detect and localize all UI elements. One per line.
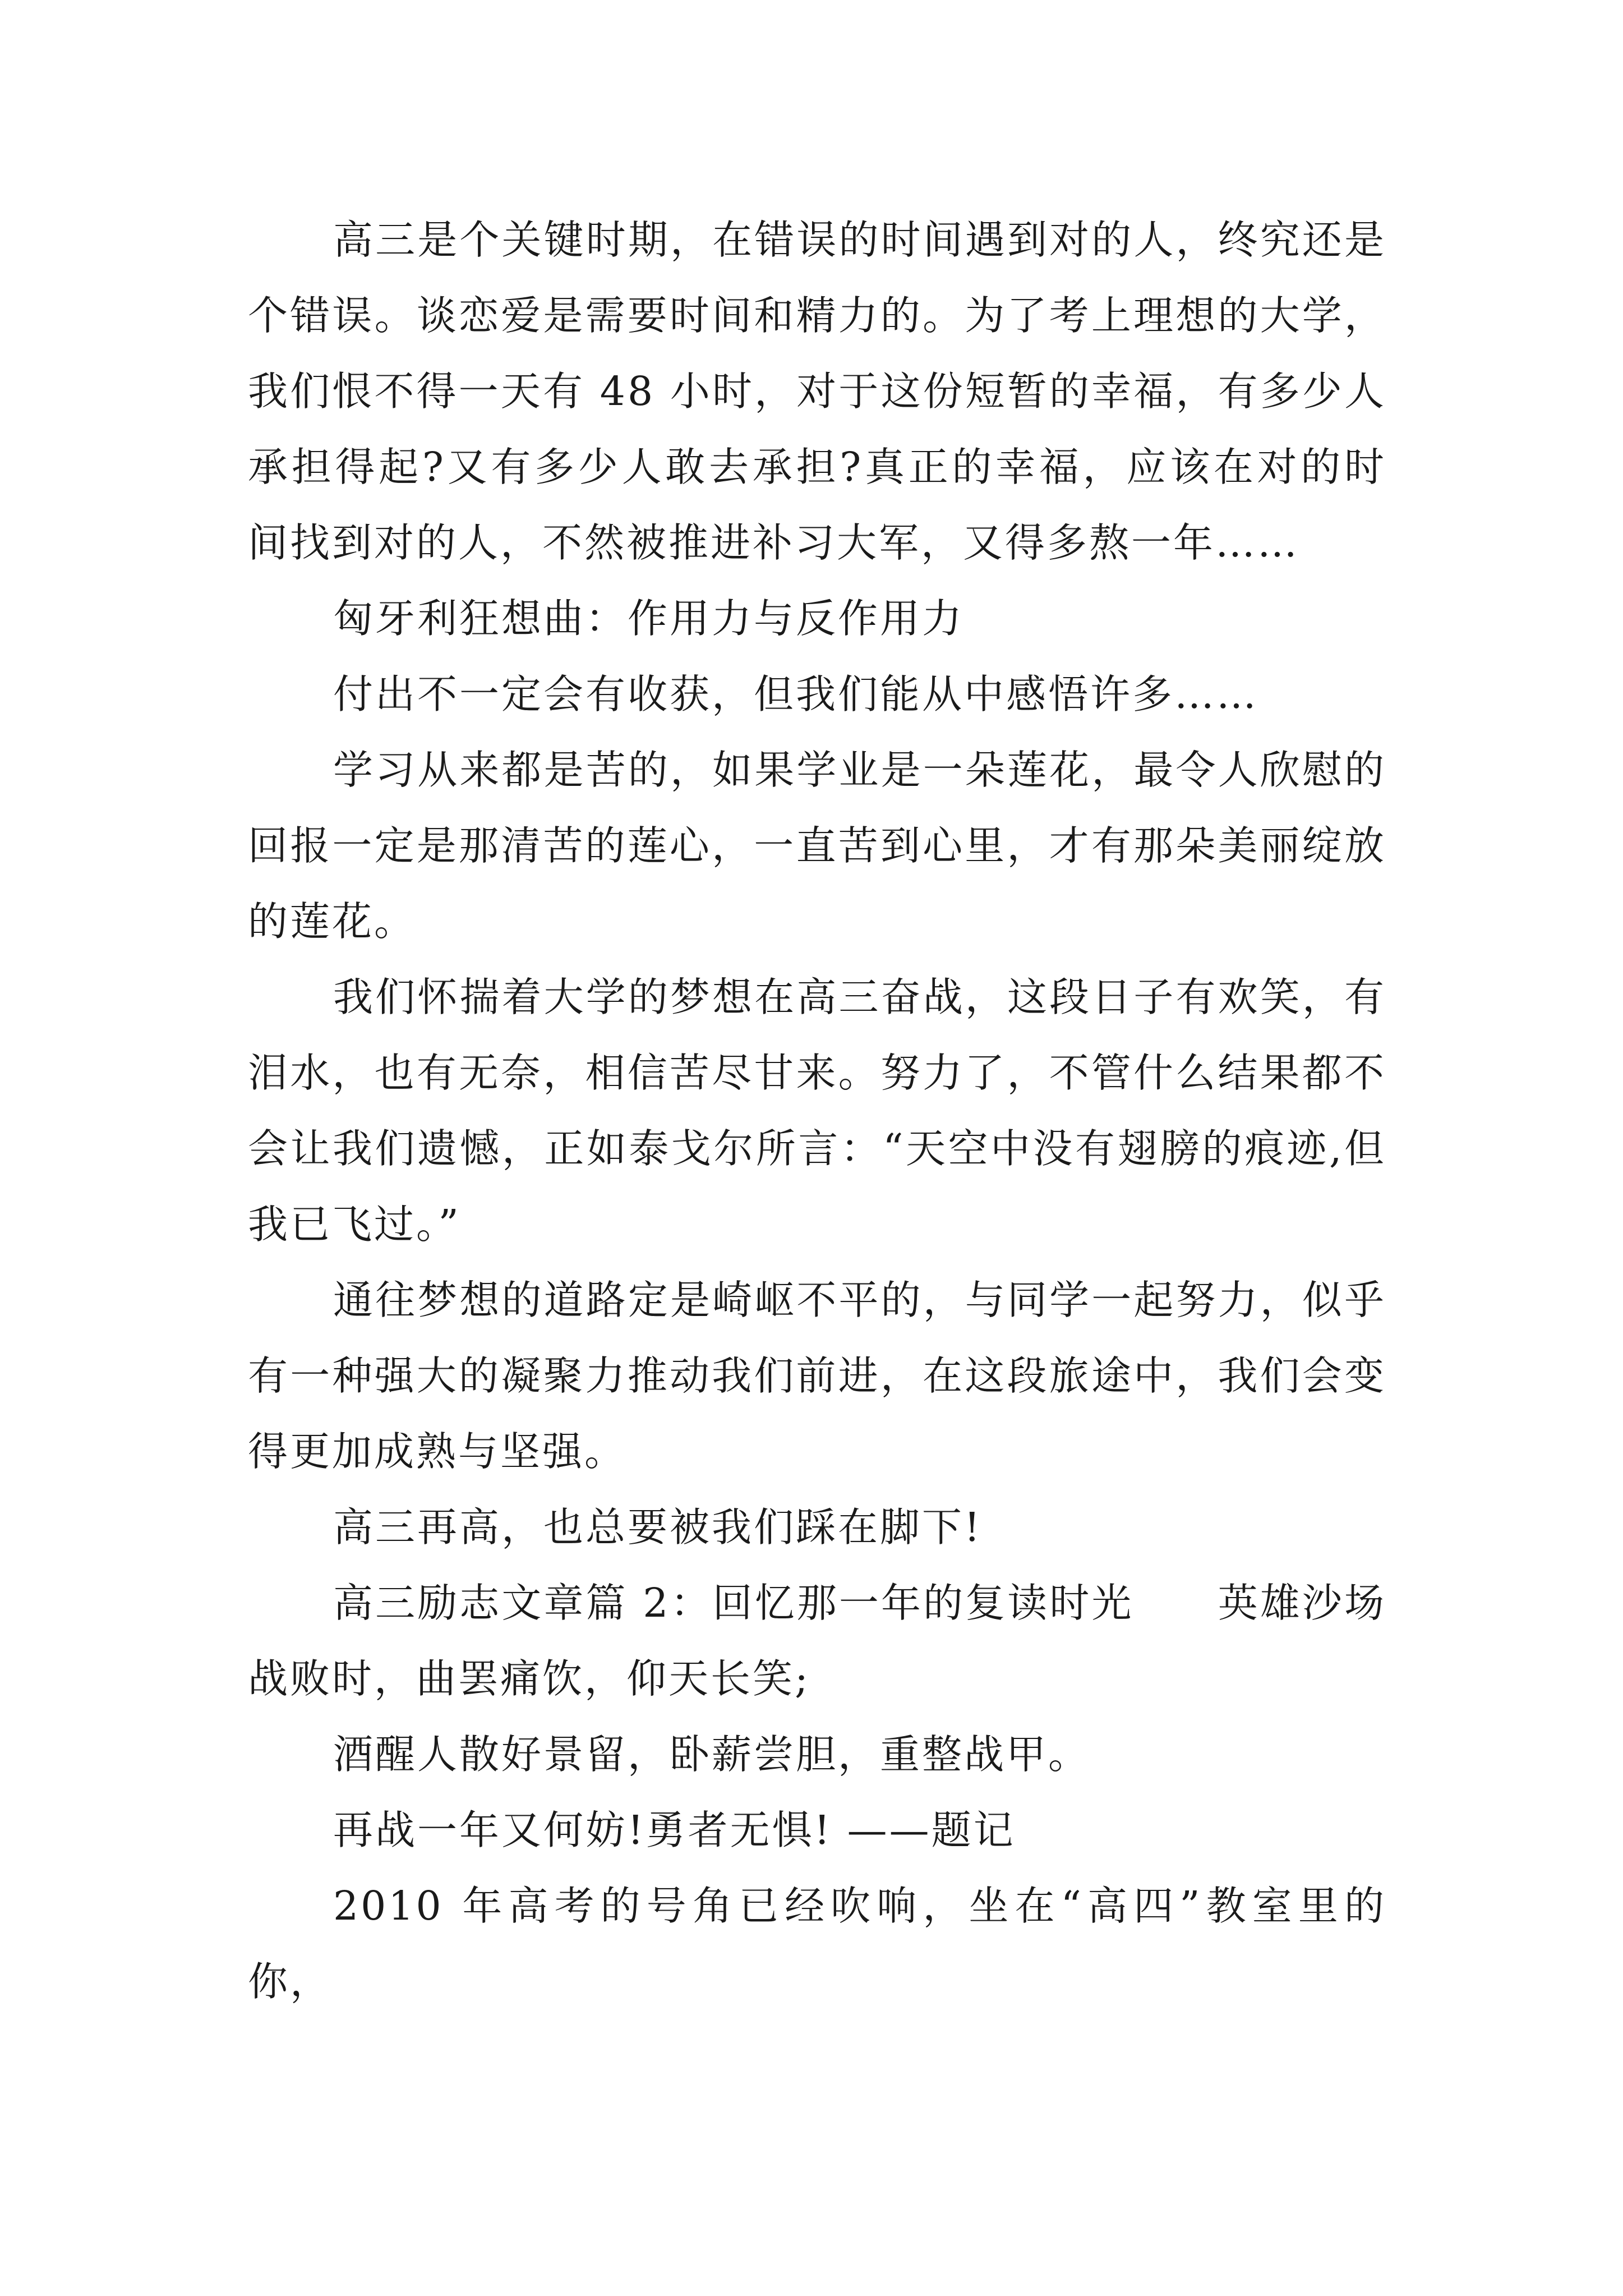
paragraph-6: 通往梦想的道路定是崎岖不平的，与同学一起努力，似乎有一种强大的凝聚力推动我们前进，在这段旅途中，我们会变得更加成熟与坚强。 [248,1277,1386,1475]
paragraph-4: 学习从来都是苦的，如果学业是一朵莲花，最令人欣慰的回报一定是那清苦的莲心，一直苦到心里，才有那朵美丽绽放的莲花。 [248,747,1386,945]
paragraph-5: 我们怀揣着大学的梦想在高三奋战，这段日子有欢笑，有泪水，也有无奈，相信苦尽甘来。努力了，不管什么结果都不会让我们遗憾，正如泰戈尔所言：“天空中没有翅膀的痕迹,但我已飞过。” [248,974,1386,1248]
paragraph-7: 高三再高，也总要被我们踩在脚下! [333,1504,983,1550]
document-body [248,202,1386,2019]
paragraph-11: 2010 年高考的号角已经吹响，坐在“高四”教室里的你， [248,1883,1386,2005]
paragraph-2: 匈牙利狂想曲：作用力与反作用力 [333,595,965,642]
paragraph-9: 酒醒人散好景留，卧薪尝胆，重整战甲。 [333,1731,1091,1778]
paragraph-3: 付出不一定会有收获，但我们能从中感悟许多…… [333,671,1259,717]
paragraph-8: 高三励志文章篇 2：回忆那一年的复读时光 英雄沙场战败时，曲罢痛饮，仰天长笑; [248,1580,1386,1702]
paragraph-10: 再战一年又何妨!勇者无惧! ——题记 [333,1807,1016,1853]
paragraph-1: 高三是个关键时期，在错误的时间遇到对的人，终究还是个错误。谈恋爱是需要时间和精力的。为了考上理想的大学，我们恨不得一天有 48 小时，对于这份短暂的幸福，有多少人承担得起?又有多少人敢去承担?真正的幸福，应该在对的时间找到对的人，不然被推进补习大军，又得多熬一年…… [248,217,1386,566]
